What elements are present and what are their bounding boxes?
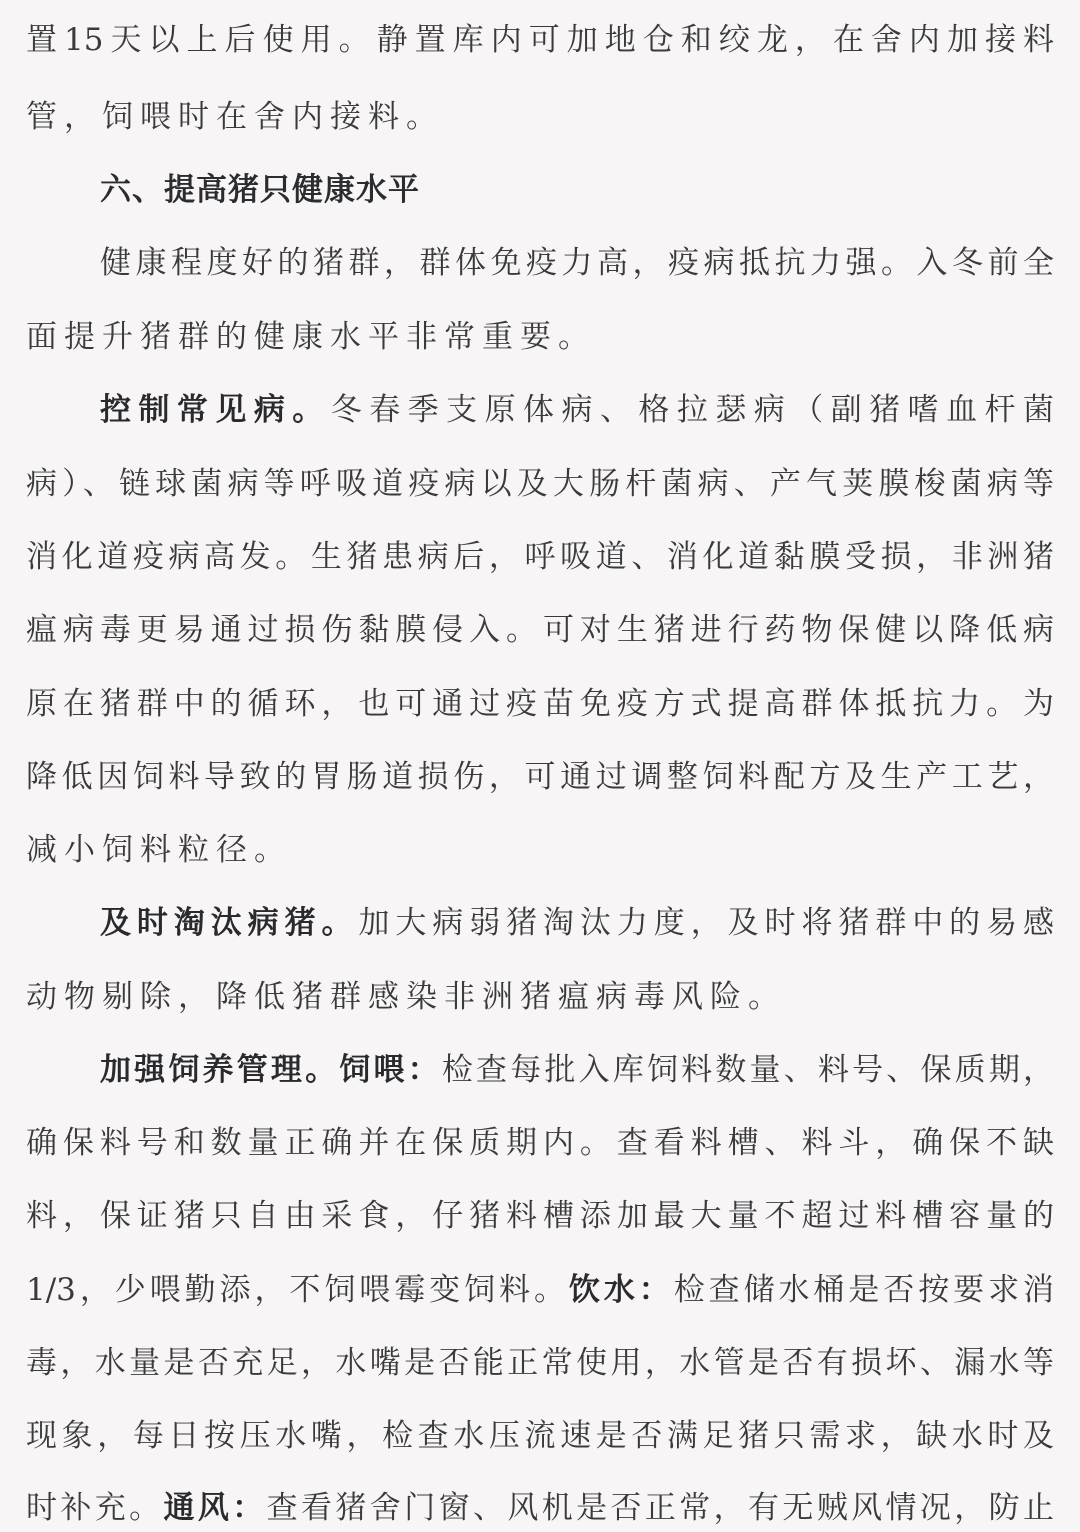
section-heading: 六、提高猪只健康水平	[100, 172, 420, 208]
text-line-17: 料，保证猪只自由采食，仔猪料槽添加最大量不超过料槽容量的	[26, 1198, 1054, 1234]
text-line-16: 确保料号和数量正确并在保质期内。查看料槽、料斗，确保不缺	[26, 1125, 1054, 1161]
text-line-2: 管，饲喂时在舍内接料。	[26, 99, 444, 135]
text-line-12: 减小饲料粒径。	[26, 832, 292, 868]
text-line-19: 毒，水量是否充足，水嘴是否能正常使用，水管是否有损坏、漏水等	[26, 1345, 1054, 1381]
text-line-20: 现象，每日按压水嘴，检查水压流速是否满足猪只需求，缺水时及	[26, 1418, 1054, 1454]
text-line-5: 面提升猪群的健康水平非常重要。	[26, 319, 596, 355]
text-line-7: 病）、链球菌病等呼吸道疫病以及大肠杆菌病、产气荚膜梭菌病等	[26, 466, 1054, 502]
text-line-1: 置15天以上后使用。静置库内可加地仓和绞龙，在舍内加接料	[26, 22, 1054, 58]
bold-lead-control-disease: 控制常见病。	[100, 392, 331, 428]
text-line-18: 1/3，少喂勤添，不饲喂霉变饲料。饮水：检查储水桶是否按要求消	[26, 1272, 1055, 1308]
bold-lead-feeding-management: 加强饲养管理。饲喂：	[100, 1052, 442, 1088]
text-line-14: 动物剔除，降低猪群感染非洲猪瘟病毒风险。	[26, 979, 786, 1015]
paragraph-control-disease: 控制常见病。冬春季支原体病、格拉瑟病（副猪嗜血杆菌	[100, 392, 1054, 428]
text-line-8: 消化道疫病高发。生猪患病后，呼吸道、消化道黏膜受损，非洲猪	[26, 539, 1054, 575]
bold-lead-cull-sick-pigs: 及时淘汰病猪。	[100, 905, 359, 941]
bold-lead-water: 饮水：	[568, 1272, 674, 1308]
text-line-11: 降低因饲料导致的胃肠道损伤，可通过调整饲料配方及生产工艺，	[26, 759, 1054, 795]
text-line-4: 健康程度好的猪群，群体免疫力高，疫病抵抗力强。入冬前全	[100, 245, 1054, 281]
text-line-10: 原在猪群中的循环，也可通过疫苗免疫方式提高群体抵抗力。为	[26, 686, 1054, 722]
bold-lead-ventilation: 通风：	[163, 1490, 267, 1526]
paragraph-feeding-management: 加强饲养管理。饲喂：检查每批入库饲料数量、料号、保质期，	[100, 1052, 1055, 1088]
text-line-9: 瘟病毒更易通过损伤黏膜侵入。可对生猪进行药物保健以降低病	[26, 612, 1054, 648]
text-line-21: 时补充。通风：查看猪舍门窗、风机是否正常，有无贼风情况，防止	[26, 1490, 1055, 1526]
paragraph-cull-sick-pigs: 及时淘汰病猪。加大病弱猪淘汰力度，及时将猪群中的易感	[100, 905, 1055, 941]
